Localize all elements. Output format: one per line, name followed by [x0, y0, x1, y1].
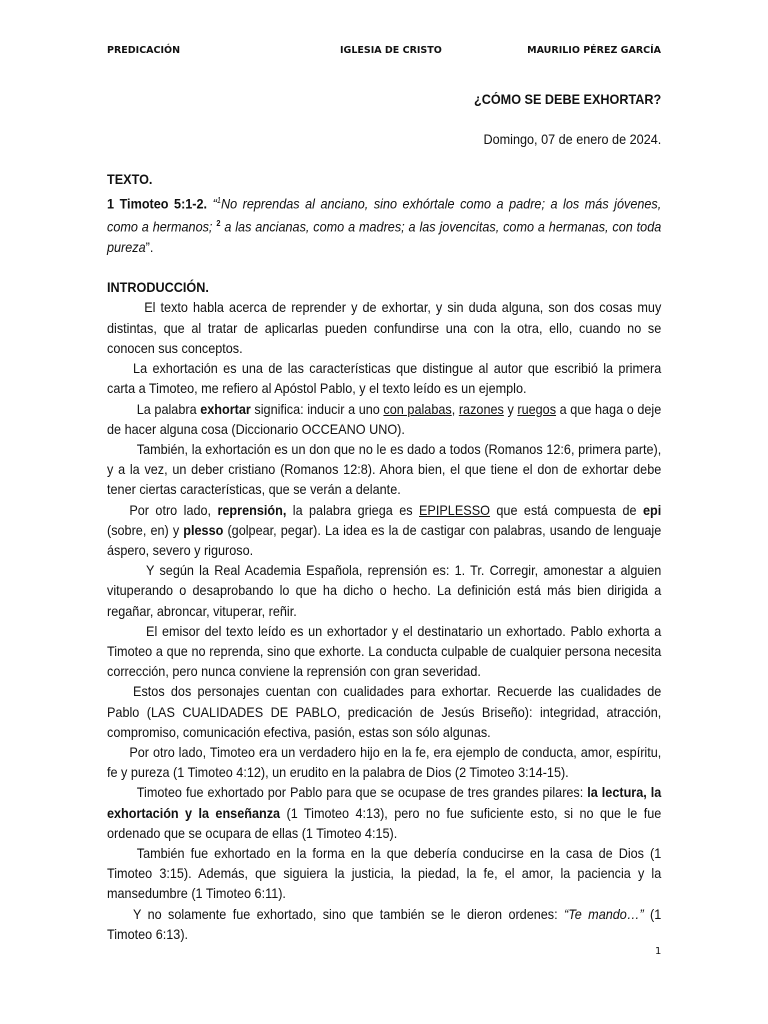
p5-text-c: la palabra griega es	[286, 502, 420, 518]
paragraph-2: La exhortación es una de las características que distingue al autor que escribió la primera carta a Timoteo, me refiero al Apóstol Pablo, y el texto leído es un ejemplo.	[107, 361, 662, 397]
p3-text-a: La palabra	[136, 401, 201, 417]
paragraph-10	[107, 783, 661, 844]
p12-text-a: Y no solamente fue exhortado, sino que también se le dieron ordenes:	[133, 906, 565, 922]
p10-bold-pillars: la lectura, la exhortación y la enseñanza	[107, 785, 662, 821]
sermon-date: Domingo, 07 de enero de 2024.	[483, 132, 662, 148]
paragraph-5	[107, 501, 661, 562]
paragraph-11: También fue exhortado en la forma en la que debería conducirse en la casa de Dios (1 Timoteo 3:15). Además, que siguiera la justicia, la piedad, la fe, el amor, la paciencia y la mansedumbre (1 Timoteo 6:11).	[107, 845, 662, 902]
texto-section	[107, 170, 661, 258]
quote-close: ”.	[145, 240, 154, 256]
verse-1: No reprendas al anciano, sino exhórtale como a padre; a los más jóvenes, como a hermanos;	[107, 196, 662, 235]
p12-italic-quote: “Te mando…”	[564, 906, 644, 922]
p5-text-e: que está compuesta de	[489, 502, 644, 518]
p3-text-i: a que haga o deje de hacer alguna cosa (Diccionario OCCEANO UNO).	[107, 401, 662, 437]
p12-text-c: (1 Timoteo 6:13).	[107, 906, 662, 942]
p5-text-g: (sobre, en) y	[107, 522, 184, 538]
verse-number-1: 1	[216, 195, 221, 205]
p3-underline-palabas: con palabas	[383, 401, 452, 417]
p5-bold-plesso: plesso	[183, 522, 224, 538]
sermon-title: ¿CÓMO SE DEBE EXHORTAR?	[473, 92, 662, 107]
p3-underline-razones: razones	[458, 401, 504, 417]
paragraph-7: El emisor del texto leído es un exhortador y el destinatario un exhortado. Pablo exhorta a Timoteo a que no reprenda, sino que exhorte. La conducta culpable de cualquier persona necesita corrección, pero nunca conviene la reprensión con gran severidad.	[107, 623, 662, 680]
header-left: PREDICACIÓN	[107, 45, 181, 56]
paragraph-6: Y según la Real Academia Española, reprensión es: 1. Tr. Corregir, amonestar a alguien vituperando o desaprobando lo que ha dicho o hecho. La definición está más bien dirigida a regañar, abroncar, vituperar, reñir.	[107, 563, 662, 619]
page-number: 1	[655, 946, 662, 957]
verse-2: a las ancianas, como a madres; a las jovencitas, como a hermanas, con toda pureza	[107, 219, 662, 256]
verse-number-2: 2	[216, 219, 221, 229]
paragraph-3	[107, 400, 661, 440]
introduction-section	[107, 278, 661, 945]
quote-open: “	[207, 196, 217, 212]
p5-text-a: Por otro lado,	[129, 502, 218, 518]
paragraph-9: Por otro lado, Timoteo era un verdadero hijo en la fe, era ejemplo de conducta, amor, espíritu, fe y pureza (1 Timoteo 4:12), un erudito en la palabra de Dios (2 Timoteo 3:14-15).	[107, 744, 662, 781]
page-header	[107, 45, 661, 59]
p3-bold-exhortar: exhortar	[200, 401, 251, 417]
p5-bold-epi: epi	[643, 502, 662, 518]
introduction-heading: INTRODUCCIÓN.	[107, 280, 209, 296]
paragraph-12	[107, 905, 661, 945]
paragraph-8: Estos dos personajes cuentan con cualidades para exhortar. Recuerde las cualidades de Pablo (LAS CUALIDADES DE PABLO, predicación de Jesús Briseño): integridad, atracción, compromiso, comunicación efectiva, pasión, estas son sólo algunas.	[107, 684, 662, 740]
p5-text-i: (golpear, pegar). La idea es la de castigar con palabras, usando de lenguaje áspero, severo y riguroso.	[107, 522, 662, 558]
p3-text-g: y	[503, 401, 518, 417]
p3-underline-ruegos: ruegos	[517, 401, 557, 417]
bible-text	[107, 191, 661, 259]
document-body	[107, 90, 661, 945]
p10-text-a: Timoteo fue exhortado por Pablo para que se ocupase de tres grandes pilares:	[136, 785, 588, 801]
p5-bold-reprension: reprensión,	[217, 502, 287, 518]
p3-text-c: significa: inducir a uno	[250, 401, 384, 417]
header-right: MAURILIO PÉREZ GARCÍA	[527, 45, 661, 56]
paragraph-1: El texto habla acerca de reprender y de exhortar, y sin duda alguna, son dos cosas muy distintas, que al tratar de aplicarlas pueden confundirse una con la otra, ello, cuando no se conocen sus conceptos.	[107, 300, 662, 356]
paragraph-4: También, la exhortación es un don que no le es dado a todos (Romanos 12:6, primera parte), y a la vez, un deber cristiano (Romanos 12:8). Ahora bien, el que tiene el don de exhortar debe tener ciertas características, que se verán a delante.	[107, 441, 662, 498]
p3-text-e: ,	[451, 401, 459, 417]
texto-heading: TEXTO.	[107, 172, 153, 188]
bible-reference: 1 Timoteo 5:1-2.	[107, 196, 208, 212]
p5-underline-epiplesso: EPIPLESSO	[419, 502, 490, 518]
header-center: IGLESIA DE CRISTO	[340, 45, 442, 56]
p10-text-c: (1 Timoteo 4:13), pero no fue suficiente esto, si no que le fue ordenado que se ocupara de ellas (1 Timoteo 4:15).	[107, 805, 662, 841]
